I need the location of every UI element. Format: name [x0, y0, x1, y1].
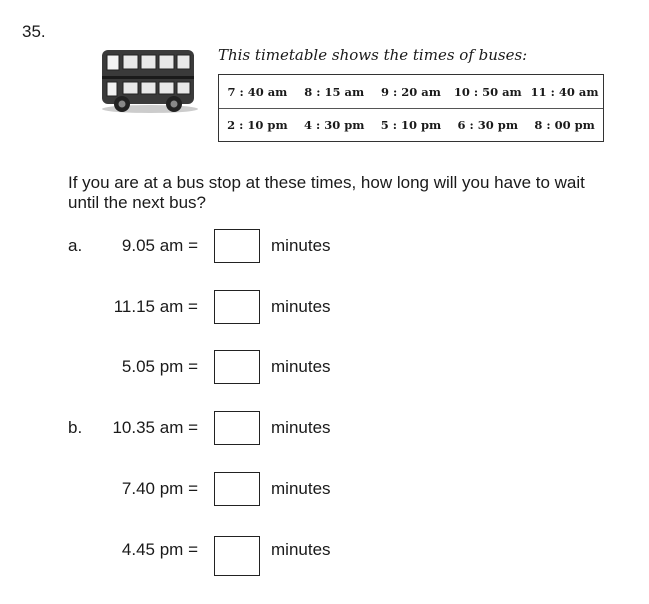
question-number: 35. [22, 22, 46, 41]
answer-box[interactable] [214, 536, 260, 576]
time-label: 9.05 am = [121, 236, 198, 255]
answer-box[interactable] [214, 290, 260, 324]
timetable-cell: 5 : 10 pm [380, 117, 442, 132]
timetable-cell: 4 : 30 pm [303, 117, 365, 132]
timetable-cell: 2 : 10 pm [227, 117, 288, 132]
bus-timetable [218, 74, 604, 142]
time-label: 10.35 am = [112, 418, 198, 437]
timetable-cell: 7 : 40 am [227, 84, 288, 99]
unit-label: minutes [271, 236, 331, 255]
unit-label: minutes [271, 540, 331, 559]
unit-label: minutes [271, 357, 331, 376]
timetable-row [219, 108, 603, 141]
timetable-row [219, 75, 603, 109]
timetable-cell: 6 : 30 pm [457, 117, 519, 132]
unit-label: minutes [271, 297, 331, 316]
timetable-cell: 11 : 40 am [530, 84, 599, 99]
time-label: 7.40 pm = [121, 479, 198, 498]
timetable-cell: 8 : 00 pm [534, 117, 595, 132]
answer-box[interactable] [214, 350, 260, 384]
time-label: 4.45 pm = [121, 540, 198, 559]
unit-label: minutes [271, 479, 331, 498]
unit-label: minutes [271, 418, 331, 437]
time-label: 11.15 am = [113, 297, 198, 316]
time-label: 5.05 pm = [121, 357, 198, 376]
question-prompt: If you are at a bus stop at these times, how long will you have to wait until the next bus? [68, 173, 585, 212]
answer-box[interactable] [214, 411, 260, 445]
timetable-caption: This timetable shows the times of buses: [218, 46, 528, 64]
double-decker-bus-icon [98, 46, 198, 116]
answer-box[interactable] [214, 472, 260, 506]
part-label-a: a. [68, 236, 83, 255]
part-label-b: b. [68, 418, 83, 437]
timetable-cell: 10 : 50 am [453, 84, 522, 99]
timetable-cell: 9 : 20 am [381, 84, 441, 99]
answer-box[interactable] [214, 229, 260, 263]
timetable-cell: 8 : 15 am [304, 84, 365, 99]
